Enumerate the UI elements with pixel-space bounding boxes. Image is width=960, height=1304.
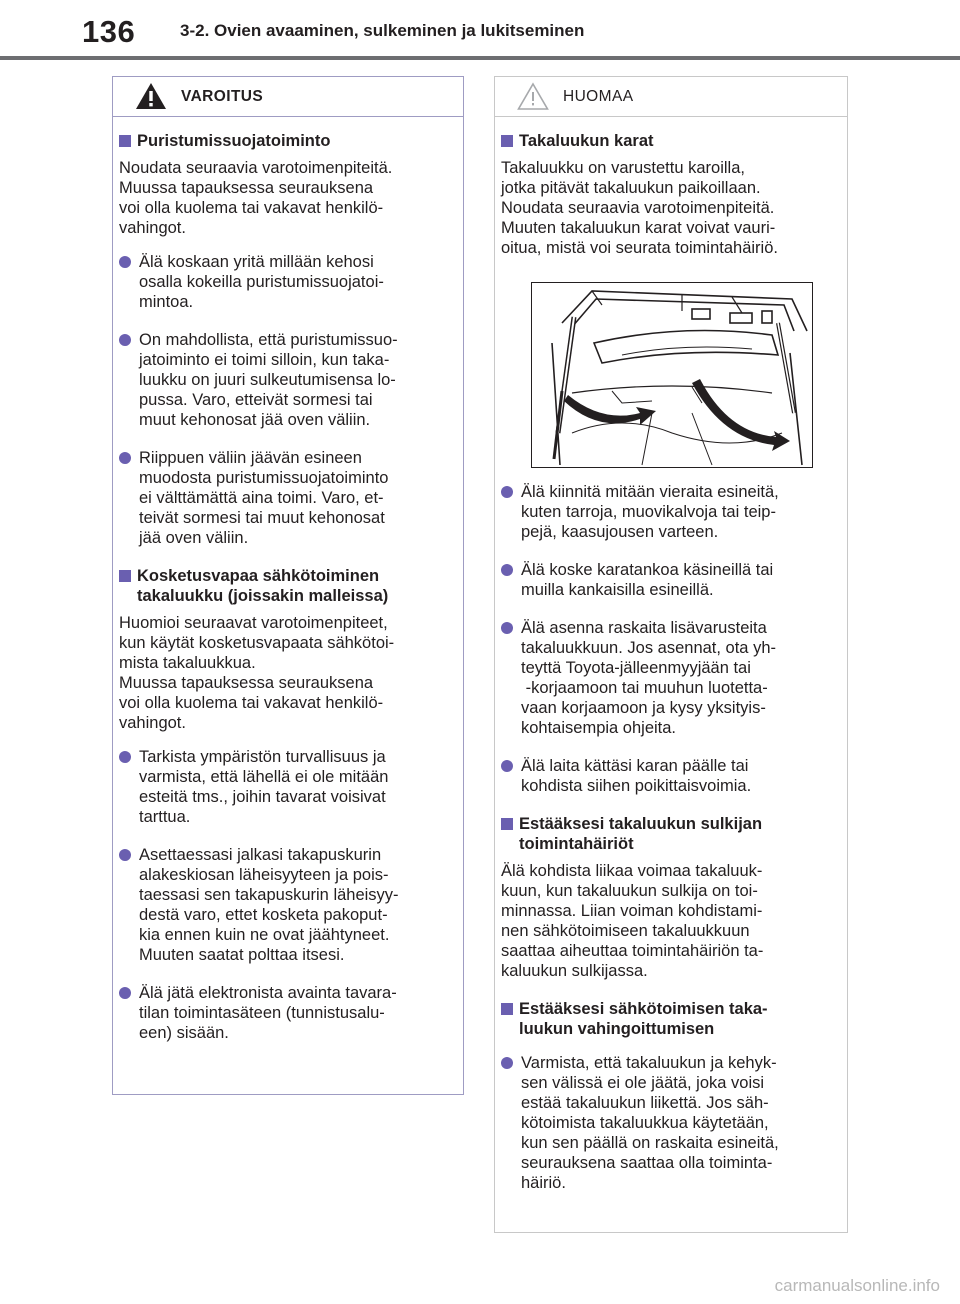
warning-title: VAROITUS (181, 88, 264, 105)
notice-heading-2: Estääksesi takaluukun sulkijan toimintahäiriöt (501, 814, 835, 854)
page-number: 136 (82, 14, 136, 49)
notice-box-header (495, 77, 847, 117)
square-bullet-icon (119, 570, 131, 582)
round-bullet-icon (119, 987, 131, 999)
round-bullet-icon (501, 1057, 513, 1069)
notice-bullet-4: Älä laita kättäsi karan päälle tai kohdista siihen poikittaisvoimia. (501, 756, 835, 796)
page-header (0, 0, 960, 62)
warning-paragraph-1: Noudata seuraavia varotoimenpiteitä. Muussa tapauksessa seurauksena voi olla kuolema tai vakavat henkilö- vahingot. (119, 159, 393, 237)
warning-bullet-1: Älä koskaan yritä millään kehosi osalla kokeilla puristumissuojatoi- mintoa. (119, 252, 451, 312)
round-bullet-icon (119, 849, 131, 861)
caution-triangle-icon (517, 81, 549, 111)
notice-bullet-3: Älä asenna raskaita lisävarusteita takaluukkuun. Jos asennat, ota yh- teyttä Toyota-jälleenmyyjään tai -korjaamoon tai muuhun luotetta- vaan korjaamoon ja kysy yksityis- kohtaisempia ohjeita. (501, 618, 835, 738)
section-title: 3-2. Ovien avaaminen, sulkeminen ja lukitseminen (180, 21, 585, 40)
round-bullet-icon (501, 564, 513, 576)
round-bullet-icon (119, 452, 131, 464)
warning-paragraph-2: Huomioi seuraavat varotoimenpiteet, kun käytät kosketusvapaata sähkötoi- mista takaluukkua. Muussa tapauksessa seurauksena voi olla kuolema tai vakavat henkilö- vahingot. (119, 614, 395, 732)
warning-triangle-icon (135, 81, 167, 111)
warning-bullet-4: Tarkista ympäristön turvallisuus ja varmista, että lähellä ei ole mitään esteitä tms., joihin tavarat voisivat tarttua. (119, 747, 451, 827)
square-bullet-icon (119, 135, 131, 147)
watermark-text: carmanualsonline.info (774, 1276, 940, 1295)
warning-box (112, 76, 464, 1095)
square-bullet-icon (501, 1003, 513, 1015)
notice-title: HUOMAA (563, 88, 634, 105)
notice-paragraph-1: Takaluukku on varustettu karoilla, jotka pitävät takaluukun paikoillaan. Noudata seuraavia varotoimenpiteitä. Muuten takaluukun karat voivat vauri- oitua, mistä voi seurata toimintahäiriö. (501, 159, 778, 257)
header-divider (0, 56, 960, 60)
notice-bullet-1: Älä kiinnitä mitään vieraita esineitä, kuten tarroja, muovikalvoja tai teip- pejä, kaasujousen varteen. (501, 482, 835, 542)
round-bullet-icon (501, 622, 513, 634)
round-bullet-icon (119, 334, 131, 346)
warning-bullet-5: Asettaessasi jalkasi takapuskurin alakeskiosan läheisyyteen ja pois- taessasi sen takapuskurin läheisyy- destä varo, ettet kosketa pakoput- kia ennen kuin ne ovat jäähtyneet. Muuten saatat polttaa itsesi. (119, 845, 451, 965)
tailgate-drawing (532, 283, 811, 466)
round-bullet-icon (119, 751, 131, 763)
notice-heading-3: Estääksesi sähkötoimisen taka- luukun vahingoittumisen (501, 999, 835, 1039)
notice-bullet-5: Varmista, että takaluukun ja kehyk- sen välissä ei ole jäätä, joka voisi estää takaluukun liikettä. Jos säh- kötoimista takaluukkua käytetään, kun sen päällä on raskaita esineitä, seurauksena saattaa olla toiminta- häiriö. (501, 1053, 835, 1193)
warning-box-header (113, 77, 463, 117)
square-bullet-icon (501, 135, 513, 147)
warning-bullet-6: Älä jätä elektronista avainta tavara- tilan toimintasäteen (tunnistusalu- een) sisään. (119, 983, 451, 1043)
notice-paragraph-2: Älä kohdista liikaa voimaa takaluuk- kuun, kun takaluukun sulkija on toi- minnassa. Liian voiman kohdistami- nen sähkötoimiseen takaluukkuun saattaa aiheuttaa toimintahäiriön ta- kaluukun sulkijassa. (501, 862, 764, 980)
round-bullet-icon (119, 256, 131, 268)
notice-heading-1: Takaluukun karat (501, 131, 835, 151)
warning-heading-2: Kosketusvapaa sähkötoiminen takaluukku (joissakin malleissa) (119, 566, 451, 606)
warning-heading-1: Puristumissuojatoiminto (119, 131, 451, 151)
round-bullet-icon (501, 760, 513, 772)
warning-bullet-2: On mahdollista, että puristumissuo- jatoiminto ei toimi silloin, kun taka- luukku on juuri sulkeutumisensa lo- pussa. Varo, etteivät sormesi tai muut kehonosat jää oven väliin. (119, 330, 451, 430)
tailgate-strut-illustration (531, 282, 813, 468)
square-bullet-icon (501, 818, 513, 830)
round-bullet-icon (501, 486, 513, 498)
warning-bullet-3: Riippuen väliin jäävän esineen muodosta puristumissuojatoiminto ei välttämättä aina toimi. Varo, et- teivät sormesi tai muut kehonosat jää oven väliin. (119, 448, 451, 548)
notice-bullet-2: Älä koske karatankoa käsineillä tai muilla kankaisilla esineillä. (501, 560, 835, 600)
notice-box (494, 76, 848, 1233)
